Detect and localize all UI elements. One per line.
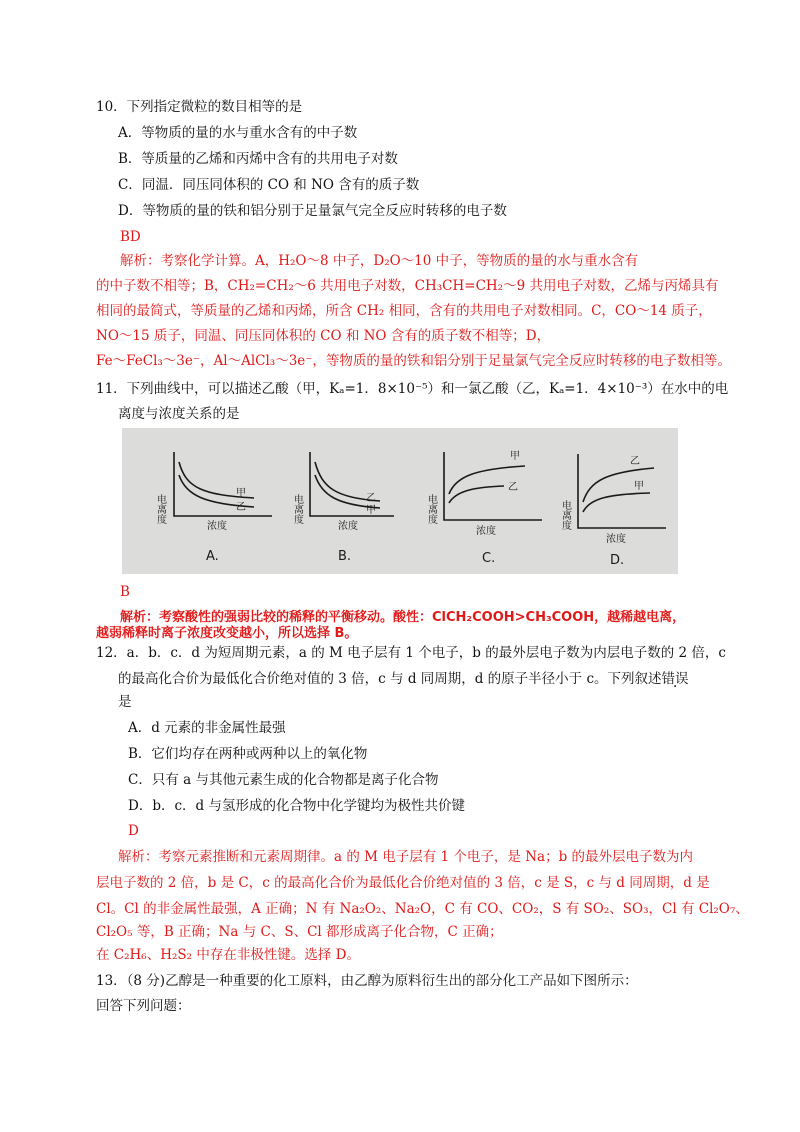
q10-analysis-line: 相同的最简式，等质量的乙烯和丙烯，所含 CH₂ 相同，含有的共用电子对数相同。C，CO～14 质子， [96, 303, 712, 319]
panel-a-ylabel: 电离度 [154, 494, 166, 524]
q11-analysis-line2: 越弱稀释时离子浓度改变越小，所以选择 B。 [96, 626, 358, 641]
panel-b-label-jia: 甲 [366, 505, 376, 516]
panel-c-label-yi: 乙 [508, 482, 518, 493]
q12-analysis-line: 层电子数的 2 倍，b 是 C，c 的最高化合价为最低化合价绝对值的 3 倍，c 是 S，c 与 d 同周期，d 是 [96, 875, 710, 891]
panel-c-curve-yi [449, 486, 504, 503]
panel-b [292, 452, 395, 564]
q10-analysis-line: NO～15 质子，同温、同压同体积的 CO 和 NO 含有的质子数不相等；D， [96, 328, 551, 344]
q11-stem-line1: 11．下列曲线中，可以描述乙酸（甲，Kₐ=1．8×10⁻⁵）和一氯乙酸（乙，Kₐ=1．4×10⁻³）在水中的电 [96, 381, 729, 397]
q12-stem-line1: 12．a．b．c．d 为短周期元素，a 的 M 电子层有 1 个电子，b 的最外层电子数为内层电子数的 2 倍，c [96, 645, 726, 661]
panel-d [560, 454, 667, 568]
panel-d-label-jia: 甲 [634, 481, 644, 492]
q12-analysis-line: 解析：考察元素推断和元素周期律。a 的 M 电子层有 1 个电子，是 Na；b 的最外层电子数为内 [118, 849, 694, 865]
panel-d-xlabel: 浓度 [606, 534, 626, 545]
q11-stem-line2: 离度与浓度关系的是 [118, 406, 240, 422]
q12-answer: D [128, 823, 139, 839]
q10-analysis-line: Fe～FeCl₃～3e⁻，Al～AlCl₃～3e⁻，等物质的量的铁和铝分别于足量氯气完全反应时转移的电子数相等。 [96, 353, 731, 369]
q11-analysis-line1: 解析：考察酸性的强弱比较的稀释的平衡移动。酸性：ClCH₂COOH>CH₃COOH，越稀越电离， [120, 610, 686, 625]
q10-analysis-line: 解析：考察化学计算。A，H₂O～8 中子，D₂O～10 中子，等物质的量的水与重水含有 [120, 253, 639, 269]
q12-analysis-line: 在 C₂H₆、H₂S₂ 中存在非极性键。选择 D。 [96, 947, 360, 963]
q12-option-d: D．b．c．d 与氢形成的化合物中化学键均为极性共价键 [128, 798, 465, 814]
panel-a [155, 452, 273, 564]
q10-analysis-line: 的中子数不相等；B，CH₂=CH₂～6 共用电子对数，CH₃CH=CH₂～9 共用电子对数，乙烯与丙烯具有 [96, 278, 719, 294]
q12-stem-line3: 是 [118, 694, 132, 710]
q10-option-b: B．等质量的乙烯和丙烯中含有的共用电子对数 [118, 151, 398, 167]
q12-stem-line2-text: 的最高化合价为最低化合价绝对值的 3 倍，c 与 d 同周期，d 的原子半径小于 c。下列叙述 [118, 671, 662, 687]
q10-option-d: D．等物质的量的铁和铝分别于足量氯气完全反应时转移的电子数 [118, 203, 507, 219]
q12-emphasis-cuowu: 错误 [661, 671, 689, 687]
q10-answer: BD [120, 229, 141, 245]
panel-d-axes [578, 454, 666, 528]
panel-d-label-yi: 乙 [630, 456, 640, 467]
panel-b-axes [310, 452, 394, 516]
panel-c-label-jia: 甲 [510, 451, 520, 462]
panel-d-letter: D. [610, 553, 625, 568]
panel-a-xlabel: 浓度 [207, 521, 227, 532]
panel-d-curve-jia [583, 493, 650, 512]
q12-option-b: B．它们均存在两种或两种以上的氧化物 [128, 746, 368, 762]
panel-c-letter: C. [482, 551, 496, 566]
panel-b-letter: B. [338, 549, 352, 564]
q12-analysis-line: Cl₂O₅ 等，B 正确；Na 与 C、S、Cl 都形成离子化合物，C 正确； [96, 924, 503, 940]
q12-option-a: A．d 元素的非金属性最强 [128, 720, 286, 736]
panel-b-ylabel: 电离度 [291, 494, 303, 524]
panel-b-xlabel: 浓度 [338, 521, 358, 532]
q11-curves-figure [122, 428, 678, 574]
panel-b-label-yi: 乙 [366, 493, 376, 504]
q12-stem-line2 [118, 670, 689, 688]
panel-a-axes [174, 452, 272, 516]
panel-a-letter: A. [206, 549, 219, 564]
panel-a-label-jia: 甲 [236, 488, 246, 499]
panel-a-label-yi: 乙 [236, 502, 246, 513]
q10-stem: 10．下列指定微粒的数目相等的是 [96, 99, 303, 115]
panel-c-ylabel: 电离度 [425, 494, 437, 524]
q12-analysis-line: Cl。Cl 的非金属性最强，A 正确；N 有 Na₂O₂、Na₂O，C 有 CO、CO₂，S 有 SO₂、SO₃，Cl 有 Cl₂O₇、 [96, 901, 749, 917]
q13-sub: 回答下列问题： [96, 998, 191, 1014]
q10-option-c: C．同温．同压同体积的 CO 和 NO 含有的质子数 [118, 177, 420, 193]
q10-option-a: A．等物质的量的水与重水含有的中子数 [118, 125, 358, 141]
q12-option-c: C．只有 a 与其他元素生成的化合物都是离子化合物 [128, 772, 439, 788]
panel-d-ylabel: 电离度 [559, 500, 571, 530]
q11-curves-svg [122, 428, 678, 574]
panel-c-xlabel: 浓度 [476, 526, 496, 537]
q13-stem: 13．（8 分)乙醇是一种重要的化工原料，由乙醇为原料衍生出的部分化工产品如下图所示： [96, 973, 638, 989]
q11-answer: B [120, 584, 130, 600]
panel-c [426, 450, 543, 566]
